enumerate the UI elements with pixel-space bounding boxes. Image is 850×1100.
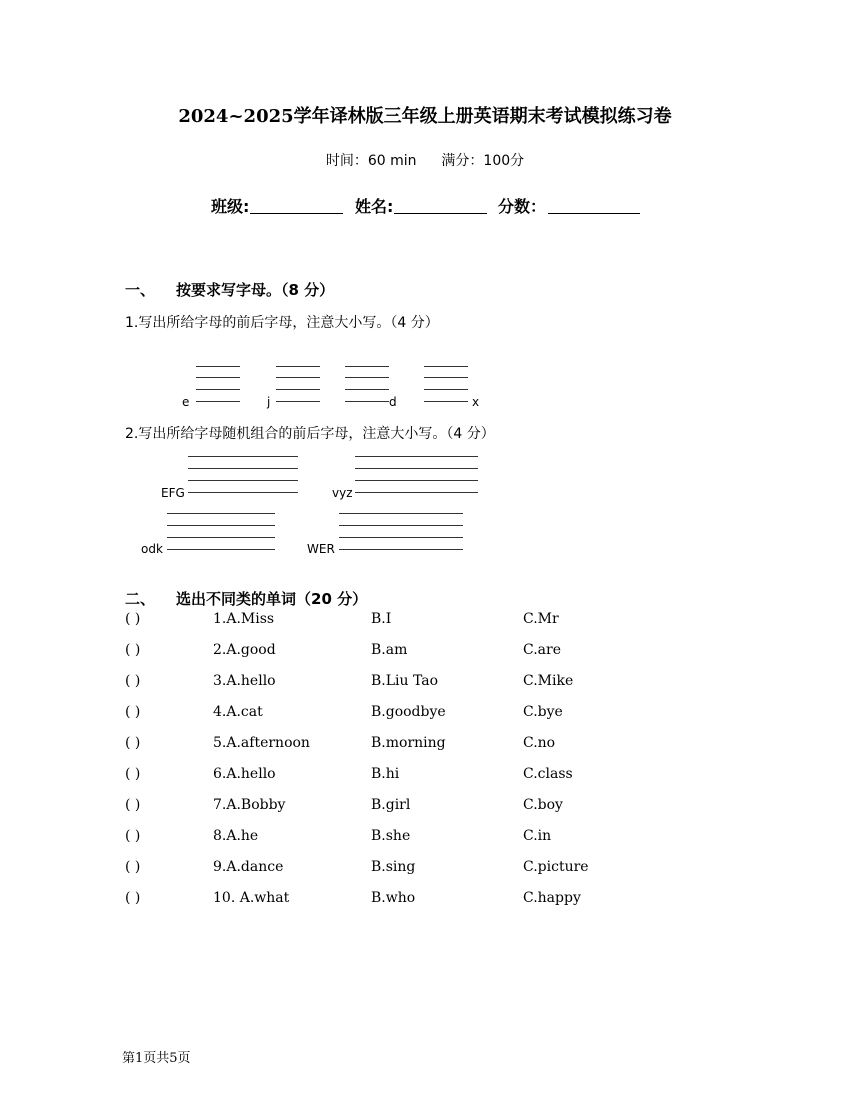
answer-blank[interactable]: ( ) [125,828,141,844]
given-letter: d [389,395,397,409]
writing-line[interactable] [355,456,478,457]
writing-line[interactable] [276,377,320,378]
option-a: 1.A.Miss [213,611,275,627]
option-c: C.bye [523,704,563,720]
name-label: 姓名: [355,197,394,216]
writing-line[interactable] [424,401,468,402]
writing-line[interactable] [167,549,275,550]
writing-line[interactable] [188,492,298,493]
option-b: B.Liu Tao [371,673,439,689]
option-a: 5.A.afternoon [213,735,310,751]
option-c: C.are [523,642,561,658]
writing-line[interactable] [345,389,389,390]
writing-line[interactable] [339,537,463,538]
writing-line[interactable] [167,525,275,526]
option-b: B.morning [371,735,446,751]
time-limit: 时间：60 min [325,153,417,169]
given-letters: vyz [332,486,353,500]
writing-line[interactable] [196,389,240,390]
writing-line[interactable] [355,492,478,493]
option-b: B.who [371,890,416,906]
writing-line[interactable] [196,401,240,402]
section2-number: 二、 [125,590,156,608]
writing-line[interactable] [339,513,463,514]
answer-blank[interactable]: ( ) [125,890,141,906]
option-a: 7.A.Bobby [213,797,286,813]
option-c: C.picture [523,859,589,875]
writing-line[interactable] [424,377,468,378]
given-letter: j [267,395,271,409]
writing-line[interactable] [188,468,298,469]
writing-line[interactable] [276,401,320,402]
writing-line[interactable] [167,513,275,514]
writing-line[interactable] [339,549,463,550]
option-a: 8.A.he [213,828,259,844]
option-c: C.no [523,735,556,751]
option-b: B.am [371,642,408,658]
writing-line[interactable] [355,480,478,481]
name-field[interactable] [394,213,487,214]
class-label: 班级: [211,197,250,216]
given-letters: odk [141,542,163,556]
question-2: 2.写出所给字母随机组合的前后字母，注意大小写。（4 分） [125,426,495,442]
score-label: 分数： [498,197,547,216]
writing-line[interactable] [424,366,468,367]
writing-line[interactable] [276,389,320,390]
option-c: C.Mr [523,611,559,627]
answer-blank[interactable]: ( ) [125,797,141,813]
option-c: C.in [523,828,552,844]
section1-number: 一、 [125,281,156,299]
writing-line[interactable] [188,456,298,457]
writing-line[interactable] [355,468,478,469]
option-b: B.girl [371,797,411,813]
page-title: 2024~2025学年译林版三年级上册英语期末考试模拟练习卷 [178,106,672,127]
writing-line[interactable] [196,377,240,378]
answer-blank[interactable]: ( ) [125,766,141,782]
question-1: 1.写出所给字母的前后字母，注意大小写。（4 分） [125,315,439,331]
writing-line[interactable] [196,366,240,367]
page-footer: 第1页共5页 [122,1051,191,1066]
option-c: C.happy [523,890,581,906]
option-a: 3.A.hello [213,673,276,689]
option-b: B.goodbye [371,704,446,720]
writing-line[interactable] [345,377,389,378]
answer-blank[interactable]: ( ) [125,735,141,751]
answer-blank[interactable]: ( ) [125,611,141,627]
writing-line[interactable] [345,401,389,402]
option-c: C.boy [523,797,563,813]
writing-line[interactable] [167,537,275,538]
option-b: B.she [371,828,411,844]
option-c: C.Mike [523,673,574,689]
class-field[interactable] [250,213,343,214]
option-a: 2.A.good [213,642,276,658]
section1-heading: 按要求写字母。（8 分） [176,281,335,299]
writing-line[interactable] [345,366,389,367]
answer-blank[interactable]: ( ) [125,704,141,720]
given-letter: x [472,395,480,409]
option-b: B.I [371,611,392,627]
option-a: 10. A.what [213,890,290,906]
option-a: 4.A.cat [213,704,263,720]
option-a: 9.A.dance [213,859,284,875]
writing-line[interactable] [276,366,320,367]
option-c: C.class [523,766,573,782]
writing-line[interactable] [424,389,468,390]
given-letter: e [182,395,190,409]
total-score: 满分：100分 [441,153,525,169]
given-letters: WER [307,542,335,556]
answer-blank[interactable]: ( ) [125,642,141,658]
section2-heading: 选出不同类的单词（20 分） [176,590,368,608]
option-b: B.sing [371,859,416,875]
option-a: 6.A.hello [213,766,276,782]
score-field[interactable] [548,213,640,214]
writing-line[interactable] [188,480,298,481]
given-letters: EFG [161,486,185,500]
answer-blank[interactable]: ( ) [125,673,141,689]
answer-blank[interactable]: ( ) [125,859,141,875]
writing-line[interactable] [339,525,463,526]
exam-meta [0,150,850,170]
option-b: B.hi [371,766,400,782]
